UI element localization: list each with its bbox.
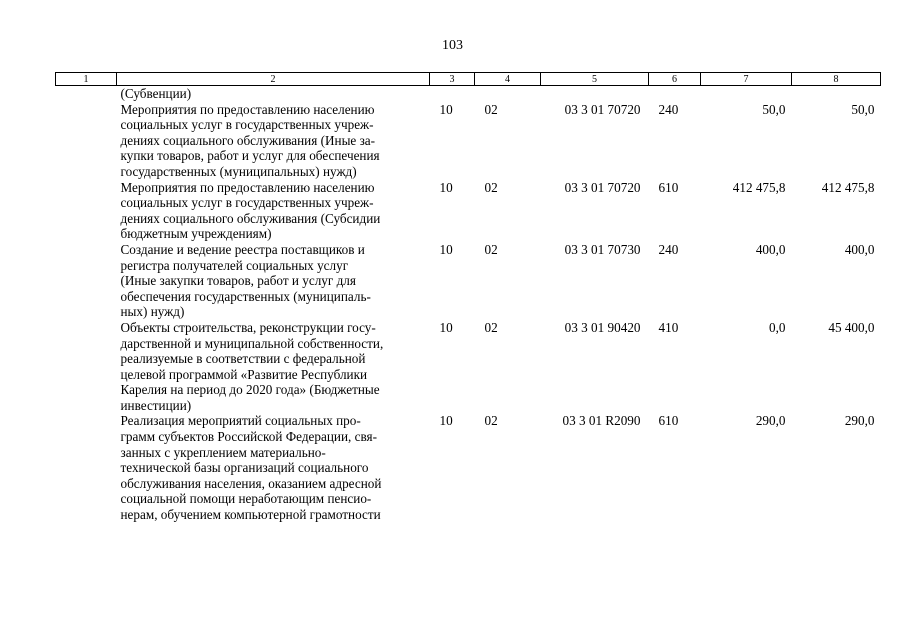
expense-name-line: Реализация мероприятий социальных про-	[120, 413, 361, 429]
cell-expense-name	[117, 102, 430, 180]
cell-column-1	[56, 86, 117, 102]
budget-table	[55, 72, 881, 523]
expense-name-line: обслуживания населения, оказанием адресной	[120, 475, 382, 491]
cell-expense-type: 410	[658, 319, 679, 335]
cell-target-article	[541, 86, 649, 102]
cell-amount-1: 50,0	[762, 101, 786, 117]
column-number-1: 1	[56, 73, 117, 86]
expense-name-line: Мероприятия по предоставлению населению	[120, 101, 375, 117]
expense-name-line: технической базы организаций социального	[120, 460, 369, 476]
cell-section: 10	[439, 319, 453, 335]
column-number-2: 2	[117, 73, 430, 86]
table-row	[56, 320, 881, 414]
cell-section: 10	[439, 101, 453, 117]
cell-section: 10	[439, 179, 453, 195]
table-row	[56, 86, 881, 102]
expense-name-line: социальных услуг в государственных учреж-	[120, 195, 374, 211]
expense-name-line: социальной помощи неработающим пенсио-	[120, 491, 372, 507]
table-row	[56, 180, 881, 242]
cell-column-1	[56, 413, 117, 522]
expense-name-line: Мероприятия по предоставлению населению	[120, 179, 375, 195]
column-number-5: 5	[541, 73, 649, 86]
expense-name-line: дениях социального обслуживания (Субсидии	[120, 210, 381, 226]
expense-name-line: (Субвенции)	[120, 86, 192, 101]
expense-name-line: регистра получателей социальных услуг	[120, 257, 349, 273]
column-number-4: 4	[475, 73, 541, 86]
expense-name-line: ных) нужд)	[120, 304, 185, 320]
cell-amount-1: 290,0	[755, 413, 786, 429]
cell-expense-name	[117, 413, 430, 522]
cell-target-article: 03 3 01 90420	[564, 319, 641, 335]
cell-subsection: 02	[484, 179, 498, 195]
cell-amount-2	[792, 86, 881, 102]
column-number-3: 3	[430, 73, 475, 86]
page-number: 103	[442, 38, 463, 53]
expense-name-line: грамм субъектов Российской Федерации, свя-	[120, 429, 377, 445]
expense-name-line: Создание и ведение реестра поставщиков и	[120, 241, 365, 257]
cell-subsection: 02	[484, 413, 498, 429]
cell-section	[430, 86, 475, 102]
expense-name-line: дарственной и муниципальной собственности,	[120, 335, 384, 351]
cell-target-article: 03 3 01 70720	[564, 101, 641, 117]
cell-expense-name	[117, 320, 430, 414]
cell-amount-1: 400,0	[755, 241, 786, 257]
table-row	[56, 242, 881, 320]
expense-name-line: Карелия на период до 2020 года» (Бюджетные	[120, 382, 380, 398]
column-number-6: 6	[649, 73, 701, 86]
cell-expense-name	[117, 180, 430, 242]
expense-name-line: государственных (муниципальных) нужд)	[120, 163, 357, 179]
cell-amount-2: 412 475,8	[821, 179, 875, 195]
expense-name-line: бюджетным учреждениям)	[120, 226, 272, 242]
expense-name-line: купки товаров, работ и услуг для обеспечения	[120, 148, 380, 164]
table-row	[56, 102, 881, 180]
table-header	[56, 73, 881, 86]
cell-amount-2: 290,0	[844, 413, 875, 429]
cell-amount-2: 50,0	[851, 101, 875, 117]
expense-name-line: нерам, обучением компьютерной грамотности	[120, 507, 381, 523]
cell-amount-2: 400,0	[844, 241, 875, 257]
expense-name-line: занных с укреплением материально-	[120, 444, 326, 460]
column-number-7: 7	[701, 73, 792, 86]
cell-expense-type: 240	[658, 241, 679, 257]
cell-expense-name	[117, 242, 430, 320]
cell-expense-type: 240	[658, 101, 679, 117]
cell-subsection: 02	[484, 101, 498, 117]
cell-subsection: 02	[484, 319, 498, 335]
column-number-8: 8	[792, 73, 881, 86]
expense-name-line: целевой программой «Развитие Республики	[120, 366, 368, 382]
cell-expense-type: 610	[658, 413, 679, 429]
expense-name-line: Объекты строительства, реконструкции госу-	[120, 319, 376, 335]
expense-name-line: инвестиции)	[120, 397, 192, 413]
expense-name-line: социальных услуг в государственных учреж-	[120, 117, 374, 133]
cell-amount-1: 0,0	[769, 319, 786, 335]
cell-column-1	[56, 320, 117, 414]
cell-expense-type	[649, 86, 701, 102]
cell-target-article: 03 3 01 70730	[564, 241, 641, 257]
cell-subsection: 02	[484, 241, 498, 257]
cell-column-1	[56, 102, 117, 180]
header-row	[56, 73, 881, 86]
cell-column-1	[56, 242, 117, 320]
cell-column-1	[56, 180, 117, 242]
cell-target-article: 03 3 01 70720	[564, 179, 641, 195]
expense-name-line: обеспечения государственных (муниципаль-	[120, 288, 371, 304]
cell-expense-name	[117, 86, 430, 102]
expense-name-line: дениях социального обслуживания (Иные за-	[120, 132, 376, 148]
expense-name-line: реализуемые в соответствии с федеральной	[120, 351, 366, 367]
cell-subsection	[475, 86, 541, 102]
cell-amount-1: 412 475,8	[732, 179, 786, 195]
cell-amount-1	[701, 86, 792, 102]
cell-expense-type: 610	[658, 179, 679, 195]
cell-amount-2: 45 400,0	[828, 319, 875, 335]
expense-name-line: (Иные закупки товаров, работ и услуг для	[120, 273, 356, 289]
cell-section: 10	[439, 413, 453, 429]
cell-section: 10	[439, 241, 453, 257]
table-row	[56, 413, 881, 522]
table-body	[56, 86, 881, 523]
cell-target-article: 03 3 01 R2090	[562, 413, 641, 429]
